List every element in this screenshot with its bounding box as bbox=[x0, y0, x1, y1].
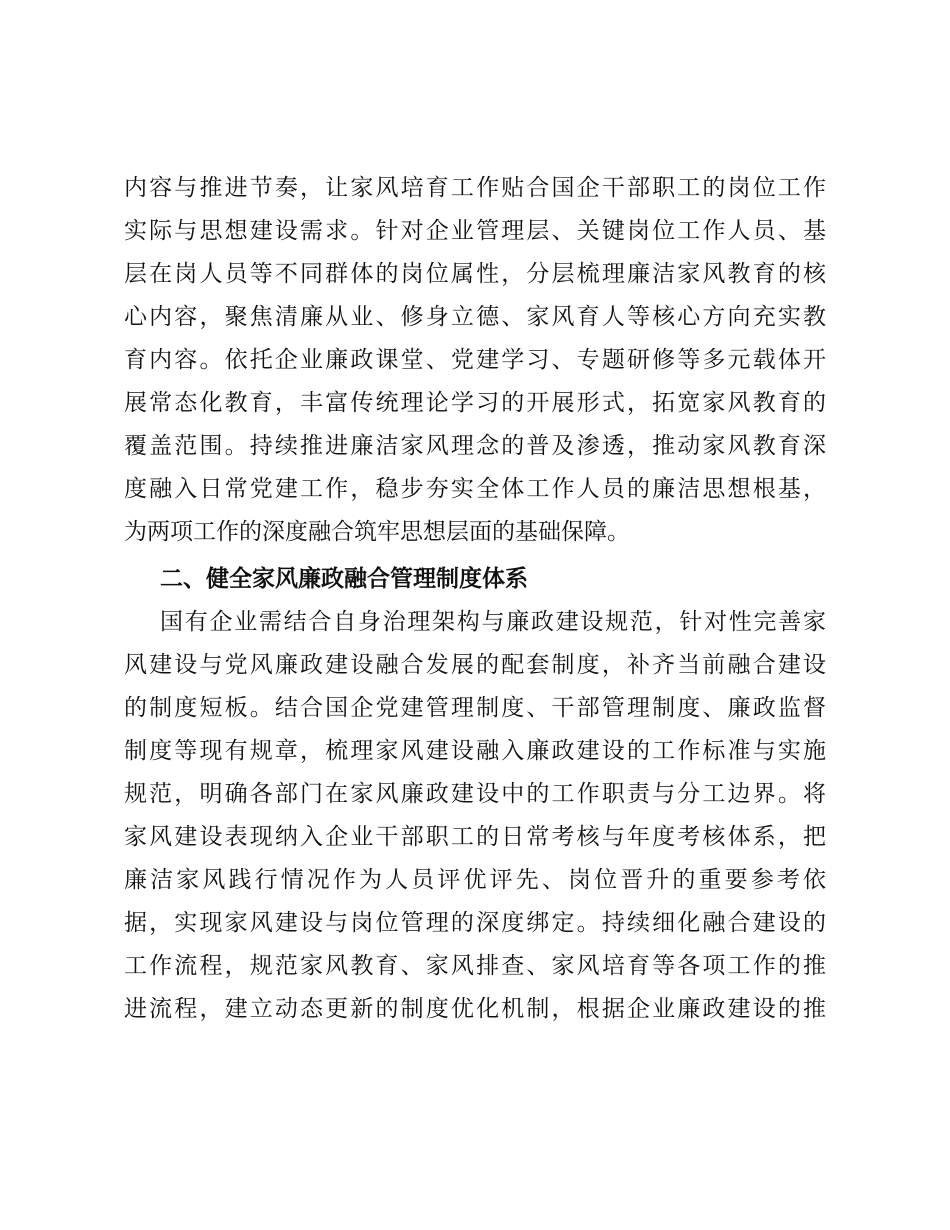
paragraph-2-line: 工作流程，规范家风教育、家风排查、家风培育等各项工作的推 bbox=[124, 953, 826, 979]
paragraph-1-line: 度融入日常党建工作，稳步夯实全体工作人员的廉洁思想根基， bbox=[124, 476, 826, 502]
paragraph-2-line: 进流程，建立动态更新的制度优化机制，根据企业廉政建设的推 bbox=[124, 996, 826, 1022]
paragraph-1-line: 为两项工作的深度融合筑牢思想层面的基础保障。 bbox=[124, 519, 630, 545]
paragraph-1-line: 内容与推进节奏，让家风培育工作贴合国企干部职工的岗位工作 bbox=[124, 175, 826, 201]
paragraph-2-line: 风建设与党风廉政建设融合发展的配套制度，补齐当前融合建设 bbox=[124, 652, 826, 678]
paragraph-1-line: 展常态化教育，丰富传统理论学习的开展形式，拓宽家风教育的 bbox=[124, 390, 826, 416]
paragraph-2-line: 规范，明确各部门在家风廉政建设中的工作职责与分工边界。将 bbox=[124, 781, 826, 807]
paragraph-2-line: 制度等现有规章，梳理家风建设融入廉政建设的工作标准与实施 bbox=[124, 738, 826, 764]
paragraph-2-line: 据，实现家风建设与岗位管理的深度绑定。持续细化融合建设的 bbox=[124, 910, 826, 936]
paragraph-1-line: 覆盖范围。持续推进廉洁家风理念的普及渗透，推动家风教育深 bbox=[124, 433, 826, 459]
paragraph-1-line: 实际与思想建设需求。针对企业管理层、关键岗位工作人员、基 bbox=[124, 218, 826, 244]
paragraph-2-line: 国有企业需结合自身治理架构与廉政建设规范，针对性完善家 bbox=[160, 609, 826, 635]
paragraph-1-line: 心内容，聚焦清廉从业、修身立德、家风育人等核心方向充实教 bbox=[124, 304, 826, 330]
paragraph-1-line: 层在岗人员等不同群体的岗位属性，分层梳理廉洁家风教育的核 bbox=[124, 261, 826, 287]
paragraph-2-line: 家风建设表现纳入企业干部职工的日常考核与年度考核体系，把 bbox=[124, 824, 826, 850]
section-heading: 二、健全家风廉政融合管理制度体系 bbox=[160, 566, 528, 592]
paragraph-1-line: 育内容。依托企业廉政课堂、党建学习、专题研修等多元载体开 bbox=[124, 347, 826, 373]
paragraph-2-line: 的制度短板。结合国企党建管理制度、干部管理制度、廉政监督 bbox=[124, 695, 826, 721]
paragraph-2-line: 廉洁家风践行情况作为人员评优评先、岗位晋升的重要参考依 bbox=[124, 867, 826, 893]
